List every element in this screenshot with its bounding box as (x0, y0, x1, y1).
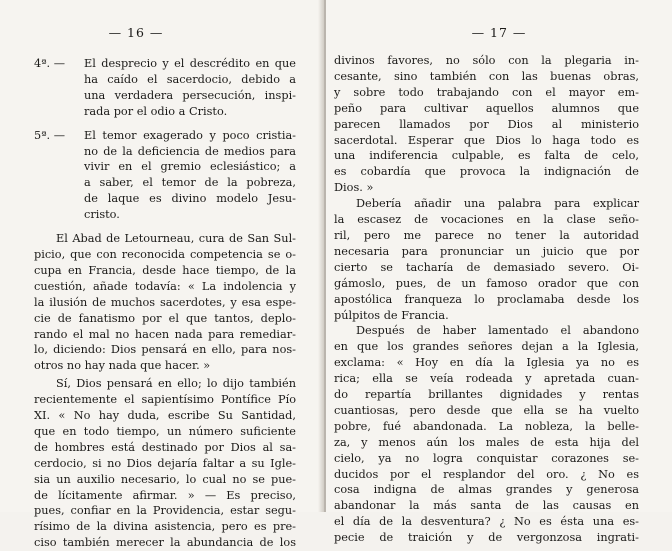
text-line: cielo, ya no logra conquistar corazones se- (334, 451, 639, 465)
text-line: y sobre todo trabajando con el mayor em- (334, 85, 639, 99)
text-line: otros no hay nada que hacer. » (34, 359, 211, 373)
text-line: ducidos por el resplandor del oro. ¿ No es (334, 467, 639, 481)
text-line: de hombres está destinado por Dios al sa- (34, 440, 296, 454)
text-line: apostólica franqueza lo proclamaba desde los (334, 292, 639, 306)
text-line: peño para cultivar aquellos alumnos que (334, 101, 639, 115)
text-line: gámoslo, pues, de un famoso orador que con (334, 276, 639, 290)
text-line: za, y menos aún los males de esta hija del (334, 435, 639, 449)
text-line: El temor exagerado y poco cristia- (84, 128, 296, 142)
text-line: Sí, Dios pensará en ello; lo dijo también (56, 377, 296, 391)
paragraph-clase-senoril (334, 196, 639, 323)
text-line: sia un auxilio necesario, lo cual no se pue- (34, 472, 296, 486)
text-line: cosa indigna de almas grandes y generosa (334, 483, 639, 497)
paragraph-divinos-favores (334, 53, 639, 196)
page-number-right: — 17 — (471, 25, 527, 40)
text-line: pecie de traición y de vergonzosa ingrati- (334, 531, 639, 545)
text-line: Después de haber lamentado el abandono (356, 324, 639, 338)
text-line: cupa en Francia, desde hace tiempo, de la (34, 263, 296, 277)
text-line: El Abad de Letourneau, cura de San Sul- (56, 232, 296, 246)
paragraph-letourneau (34, 231, 296, 374)
text-line: Debería añadir una palabra para explicar (356, 197, 639, 211)
list-item-5 (34, 128, 296, 223)
text-line: lo, diciendo: Dios pensará en ello, para nos- (34, 343, 296, 357)
list-marker-5: 5ª. — (34, 128, 66, 142)
list-text-4 (84, 56, 296, 120)
text-line: de laque es divino modelo Jesu- (84, 192, 296, 206)
text-line: es cobardía que provoca la indignación de (334, 165, 639, 179)
text-line: picio, que con reconocida competencia se o- (34, 247, 296, 261)
text-line: cristo. (84, 208, 120, 222)
text-line: Dios. » (334, 181, 374, 195)
text-line: do repartía brillantes dignidades y rentas (334, 388, 639, 402)
text-line: pobre, fué abandonada. La nobleza, la belle- (334, 419, 639, 433)
text-line: de lícitamente afirmar. » — Es preciso, (34, 488, 296, 502)
text-line: cuestión, añade todavía: « La indolencia y (34, 279, 296, 293)
text-line: a saber, el temor de la pobreza, (84, 176, 296, 190)
text-line: XI. « No hay duda, escribe Su Santidad, (34, 409, 296, 423)
text-line: en que los grandes señores dejan a la Iglesia, (334, 340, 639, 354)
right-page (326, 0, 672, 545)
text-line: necesaria para pronunciar un juicio que por (334, 244, 639, 258)
paragraph-pio-xi (34, 376, 296, 551)
list-text-5 (84, 128, 296, 223)
text-line: divinos favores, no sólo con la plegaria in- (334, 54, 639, 67)
text-line: que en todo tiempo, un número suficiente (34, 424, 296, 438)
text-line: pues, confiar en la Providencia, estar segu- (34, 504, 296, 518)
text-line: una indiferencia culpable, es falta de celo, (334, 149, 639, 163)
text-line: cie de fanatismo por el que tantos, deplo- (34, 311, 296, 325)
text-line: una verdadera persecución, inspi- (84, 88, 296, 102)
text-line: recientemente el sapientísimo Pontífice Pío (34, 393, 296, 407)
text-line: abandonar la más santa de las causas en (334, 499, 639, 513)
text-line: no de la deficiencia de medios para (84, 144, 296, 158)
text-line: la escasez de vocaciones en la clase seño- (334, 213, 639, 227)
right-page-body (334, 53, 639, 546)
text-line: rísimo de la divina asistencia, pero es pre- (34, 520, 296, 534)
text-line: rando el mal no hacen nada para remediar- (34, 327, 296, 341)
text-line: púlpitos de Francia. (334, 308, 449, 322)
text-line: ha caído el sacerdocio, debido a (84, 72, 296, 86)
text-line: cierto se tacharía de demasiado severo. Oi- (334, 260, 639, 274)
text-line: rada por el odio a Cristo. (84, 104, 228, 118)
text-line: El desprecio y el descrédito en que (84, 57, 296, 70)
text-line: ril, pero me parece no tener la autoridad (334, 228, 639, 242)
list-item-4 (34, 56, 296, 120)
text-line: rica; ella se veía rodeada y apretada cuan- (334, 372, 639, 386)
text-line: sacerdotal. Esperar que Dios lo haga todo es (334, 133, 639, 147)
text-line: cesante, sino también con las buenas obras, (334, 69, 639, 83)
paragraph-exclama (334, 323, 639, 546)
left-page (0, 0, 323, 550)
text-line: parecen llamados por Dios al ministerio (334, 117, 639, 131)
text-line: ciso también merecer la abundancia de los (34, 536, 296, 550)
text-line: cuantiosas, pero desde que ella se ha vuelto (334, 403, 639, 417)
text-line: el día de la desventura? ¿ No es ésta una es- (334, 515, 639, 529)
text-line: vivir en el gremio eclesiástico; a (84, 160, 296, 174)
text-line: cerdocio, si no Dios dejaría faltar a su Igle- (34, 456, 296, 470)
list-marker-4: 4ª. — (34, 57, 66, 70)
page-number-left: — 16 — (108, 25, 164, 40)
text-line: la ilusión de muchos sacerdotes, y esa espe- (34, 295, 296, 309)
text-line: exclama: « Hoy en día la Iglesia ya no es (334, 356, 639, 370)
left-page-body (34, 56, 296, 551)
